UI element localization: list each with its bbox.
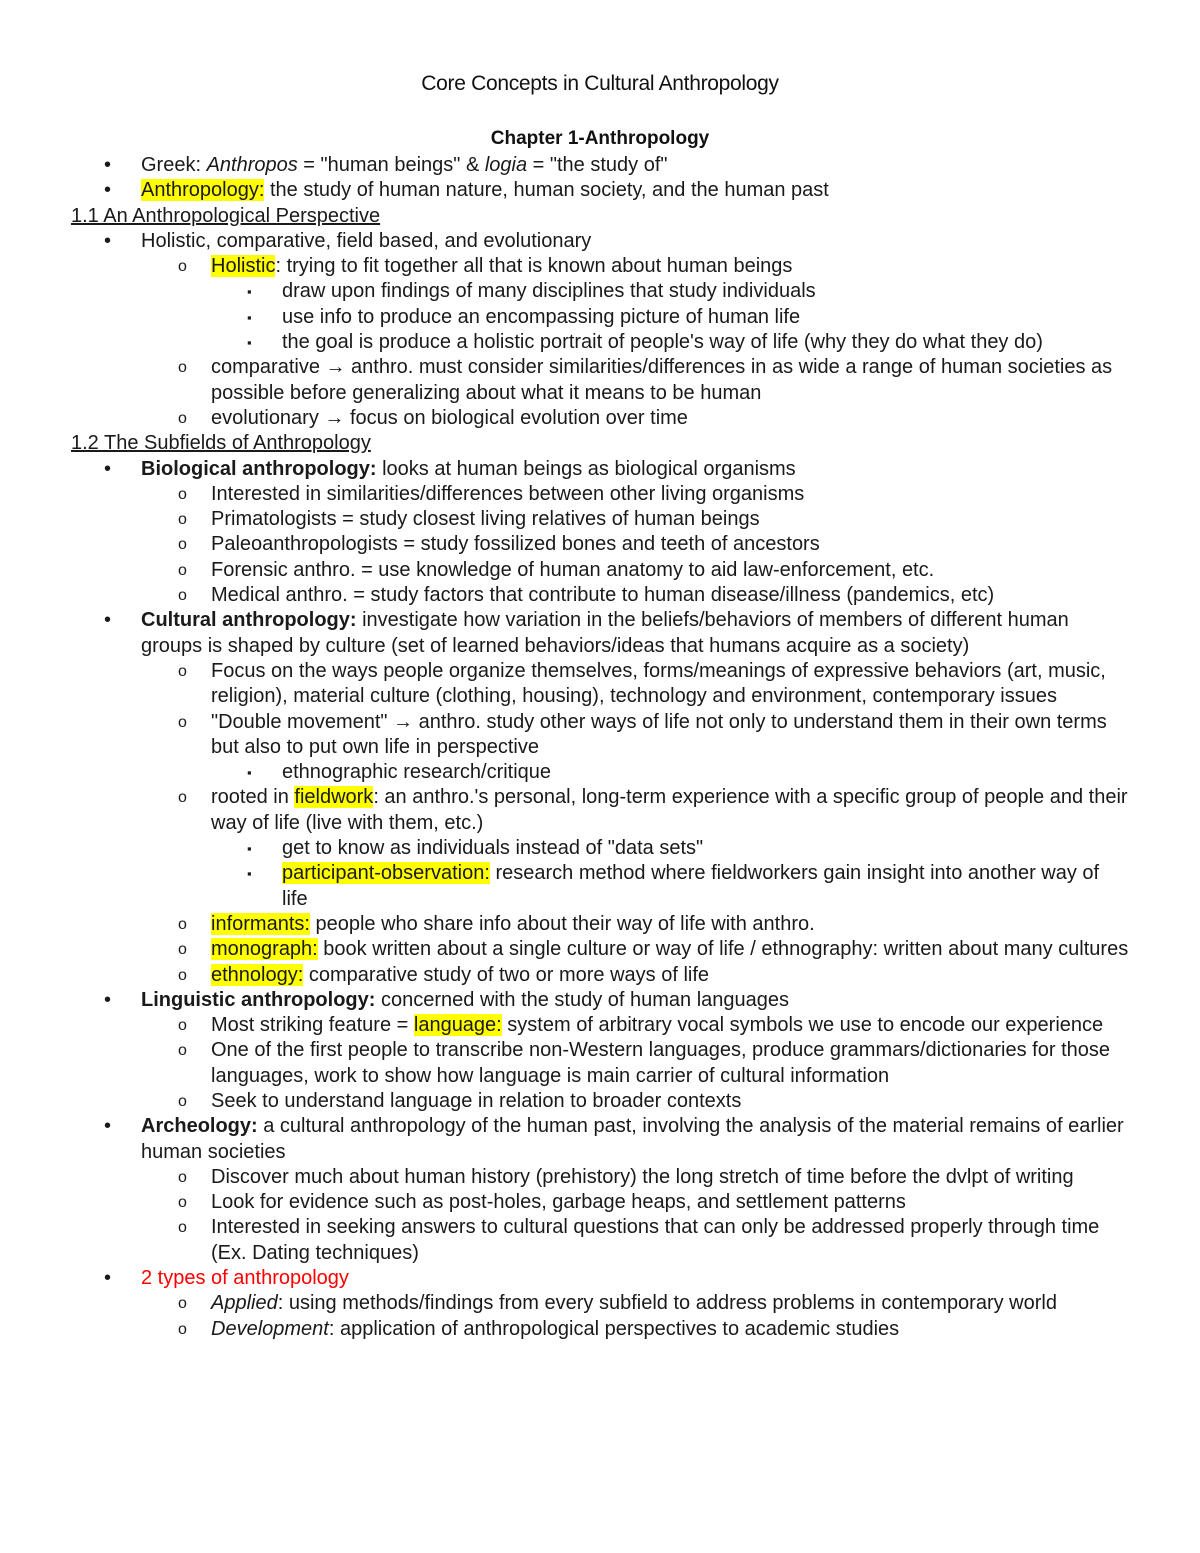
- list-item: [0, 1291, 1129, 1316]
- list-item: [0, 482, 1129, 507]
- bullet-icon: •: [104, 1115, 112, 1138]
- list-item: [0, 1266, 1131, 1291]
- text-segment: Development: [211, 1317, 329, 1340]
- text-segment: rooted in: [211, 786, 295, 809]
- text-segment: Most striking feature =: [211, 1014, 414, 1037]
- list-item: [0, 836, 1130, 861]
- circle-bullet-icon: o: [178, 915, 187, 933]
- text-segment: "Double movement" → anthro. study other ways of life not only to understand them in their own terms but also to put own life in perspective: [211, 710, 1107, 758]
- circle-bullet-icon: o: [178, 485, 187, 503]
- list-item: [0, 583, 1129, 608]
- square-bullet-icon: ▪: [247, 284, 252, 300]
- square-bullet-icon: ▪: [247, 335, 252, 351]
- list-item: [0, 1089, 1129, 1114]
- text-segment: 1.1 An Anthropological Perspective: [71, 204, 381, 227]
- text-segment: Applied: [211, 1292, 278, 1315]
- list-item: [0, 1317, 1129, 1342]
- list-item: [0, 507, 1129, 532]
- text-segment: evolutionary → focus on biological evolution over time: [211, 406, 688, 429]
- list-item: [0, 937, 1129, 962]
- text-segment: Discover much about human history (prehistory) the long stretch of time before the dvlpt of writing: [211, 1165, 1074, 1188]
- text-segment: = "the study of": [527, 154, 668, 176]
- text-segment: One of the first people to transcribe non-Western languages, produce grammars/dictionaries for those languages, work to show how language is main carrier of cultural information: [211, 1039, 1110, 1087]
- highlighted-term: fieldwork: [294, 786, 374, 809]
- circle-bullet-icon: o: [178, 1194, 187, 1212]
- circle-bullet-icon: o: [178, 941, 187, 959]
- highlighted-term: participant-observation:: [282, 862, 490, 885]
- circle-bullet-icon: o: [178, 1042, 187, 1060]
- list-item: [0, 1190, 1129, 1215]
- bullet-icon: •: [104, 1267, 112, 1290]
- circle-bullet-icon: o: [178, 1017, 187, 1035]
- circle-bullet-icon: o: [178, 511, 187, 529]
- text-segment: Focus on the ways people organize themselves, forms/meanings of expressive behaviors (art, music, religion), material culture (clothing, housing), technology and environment, contemporary issues: [211, 659, 1106, 708]
- list-item: [0, 988, 1131, 1013]
- circle-bullet-icon: o: [178, 1295, 187, 1313]
- list-item: [0, 608, 1131, 659]
- text-segment: people who share info about their way of life with anthro.: [309, 912, 815, 935]
- text-segment: : application of anthropological perspectives to academic studies: [328, 1317, 900, 1340]
- text-segment: ethnographic research/critique: [282, 761, 552, 784]
- list-item: [0, 457, 1131, 482]
- text-segment: the study of human nature, human society, and the human past: [264, 179, 829, 202]
- text-segment: Primatologists = study closest living relatives of human beings: [211, 508, 760, 531]
- text-segment: Interested in seeking answers to cultural questions that can only be addressed properly through time (Ex. Dating techniques): [211, 1216, 1100, 1264]
- circle-bullet-icon: o: [178, 662, 187, 680]
- text-segment: looks at human beings as biological organisms: [376, 457, 796, 480]
- text-segment: concerned with the study of human languages: [375, 988, 790, 1011]
- text-segment: Paleoanthropologists = study fossilized bones and teeth of ancestors: [211, 533, 820, 556]
- circle-bullet-icon: o: [178, 713, 187, 731]
- text-segment: book written about a single culture or way of life / ethnography: written about many cultures: [317, 938, 1129, 961]
- list-item: [0, 254, 1129, 279]
- list-item: [0, 1165, 1129, 1190]
- text-segment: Holistic, comparative, field based, and evolutionary: [141, 229, 592, 252]
- list-item: [0, 305, 1130, 330]
- circle-bullet-icon: o: [178, 359, 187, 377]
- list-item: [0, 912, 1129, 937]
- bullet-icon: •: [104, 988, 112, 1011]
- text-segment: Medical anthro. = study factors that contribute to human disease/illness (pandemics, etc): [211, 584, 995, 607]
- section-heading: [0, 431, 1131, 456]
- highlighted-term: informants:: [211, 912, 310, 935]
- circle-bullet-icon: o: [178, 536, 187, 554]
- square-bullet-icon: ▪: [247, 309, 252, 325]
- list-item: [0, 659, 1129, 710]
- circle-bullet-icon: o: [178, 1168, 187, 1186]
- list-item: [0, 785, 1129, 836]
- text-segment: the goal is produce a holistic portrait of people's way of life (why they do what they do): [282, 331, 1043, 354]
- circle-bullet-icon: o: [178, 561, 187, 579]
- bold-term: Biological anthropology:: [141, 457, 377, 480]
- circle-bullet-icon: o: [178, 1320, 187, 1338]
- bullet-icon: •: [104, 609, 112, 632]
- highlighted-term: ethnology:: [211, 963, 304, 986]
- list-item: [0, 532, 1129, 557]
- text-segment: 1.2 The Subfields of Anthropology: [71, 432, 371, 455]
- text-segment: research method where fieldworkers gain insight into another way of life: [282, 862, 1100, 910]
- section-heading: [0, 204, 1131, 229]
- list-item: [0, 355, 1129, 406]
- list-item: [0, 558, 1129, 583]
- square-bullet-icon: ▪: [247, 866, 252, 882]
- list-item: [0, 1038, 1129, 1089]
- text-segment: comparative → anthro. must consider similarities/differences in as wide a range of human societies as possible before generalizing about what it means to be human: [211, 356, 1113, 404]
- text-segment: : an anthro.'s personal, long-term experience with a specific group of people and their way of life (live with them, etc.): [211, 786, 1128, 834]
- text-segment: use info to produce an encompassing picture of human life: [282, 305, 801, 328]
- highlighted-term: language:: [413, 1014, 502, 1037]
- bullet-icon: •: [104, 154, 112, 176]
- text-segment: get to know as individuals instead of "data sets": [282, 837, 704, 860]
- bold-term: Linguistic anthropology:: [141, 988, 376, 1011]
- text-segment: system of arbitrary vocal symbols we use to encode our experience: [501, 1014, 1104, 1037]
- text-segment: draw upon findings of many disciplines that study individuals: [282, 280, 816, 303]
- bullet-icon: •: [104, 179, 112, 202]
- text-segment: 2 types of anthropology: [141, 1267, 349, 1290]
- bold-term: Cultural anthropology:: [141, 609, 357, 632]
- list-item: [0, 406, 1129, 431]
- list-item: [0, 1013, 1129, 1038]
- text-segment: Forensic anthro. = use knowledge of human anatomy to aid law-enforcement, etc.: [211, 558, 935, 581]
- list-item: [0, 153, 1131, 178]
- circle-bullet-icon: o: [178, 409, 187, 427]
- text-segment: comparative study of two or more ways of life: [303, 963, 710, 986]
- text-segment: = "human beings" &: [297, 154, 485, 176]
- text-segment: Greek:: [141, 154, 207, 176]
- list-item: [0, 760, 1130, 785]
- bullet-icon: •: [104, 457, 112, 480]
- circle-bullet-icon: o: [178, 587, 187, 605]
- text-segment: Anthropos: [206, 154, 298, 176]
- circle-bullet-icon: o: [178, 258, 187, 276]
- list-item: [0, 710, 1129, 761]
- circle-bullet-icon: o: [178, 1092, 187, 1110]
- list-item: [0, 963, 1129, 988]
- list-item: [0, 1114, 1131, 1165]
- list-item: [0, 279, 1130, 304]
- highlighted-term: Anthropology:: [141, 179, 265, 202]
- text-segment: Look for evidence such as post-holes, garbage heaps, and settlement patterns: [211, 1191, 906, 1214]
- highlighted-term: Holistic: [211, 255, 276, 278]
- text-segment: : trying to fit together all that is known about human beings: [275, 255, 793, 278]
- list-item: [0, 178, 1131, 203]
- list-item: [0, 330, 1130, 355]
- bold-term: Archeology:: [141, 1115, 258, 1138]
- text-segment: : using methods/findings from every subfield to address problems in contemporary world: [277, 1292, 1057, 1315]
- text-segment: logia: [484, 154, 528, 176]
- highlighted-term: monograph:: [211, 938, 318, 961]
- list-item: [0, 861, 1130, 912]
- document-title: Core Concepts in Cultural Anthropology: [421, 72, 779, 95]
- list-item: [0, 229, 1131, 254]
- text-segment: a cultural anthropology of the human past, involving the analysis of the material remains of earlier human societies: [141, 1115, 1124, 1163]
- square-bullet-icon: ▪: [247, 841, 252, 857]
- circle-bullet-icon: o: [178, 1219, 187, 1237]
- text-segment: investigate how variation in the beliefs/behaviors of members of different human groups is shaped by culture (set of learned behaviors/ideas that humans acquire as a society): [141, 609, 1069, 657]
- text-segment: Seek to understand language in relation to broader contexts: [211, 1089, 742, 1112]
- list-item: [0, 1215, 1129, 1266]
- text-segment: Interested in similarities/differences between other living organisms: [211, 482, 805, 505]
- circle-bullet-icon: o: [178, 966, 187, 984]
- square-bullet-icon: ▪: [247, 765, 252, 781]
- bullet-icon: •: [104, 229, 112, 252]
- document-body: [0, 153, 1200, 1342]
- chapter-heading: Chapter 1-Anthropology: [490, 128, 710, 149]
- circle-bullet-icon: o: [178, 789, 187, 807]
